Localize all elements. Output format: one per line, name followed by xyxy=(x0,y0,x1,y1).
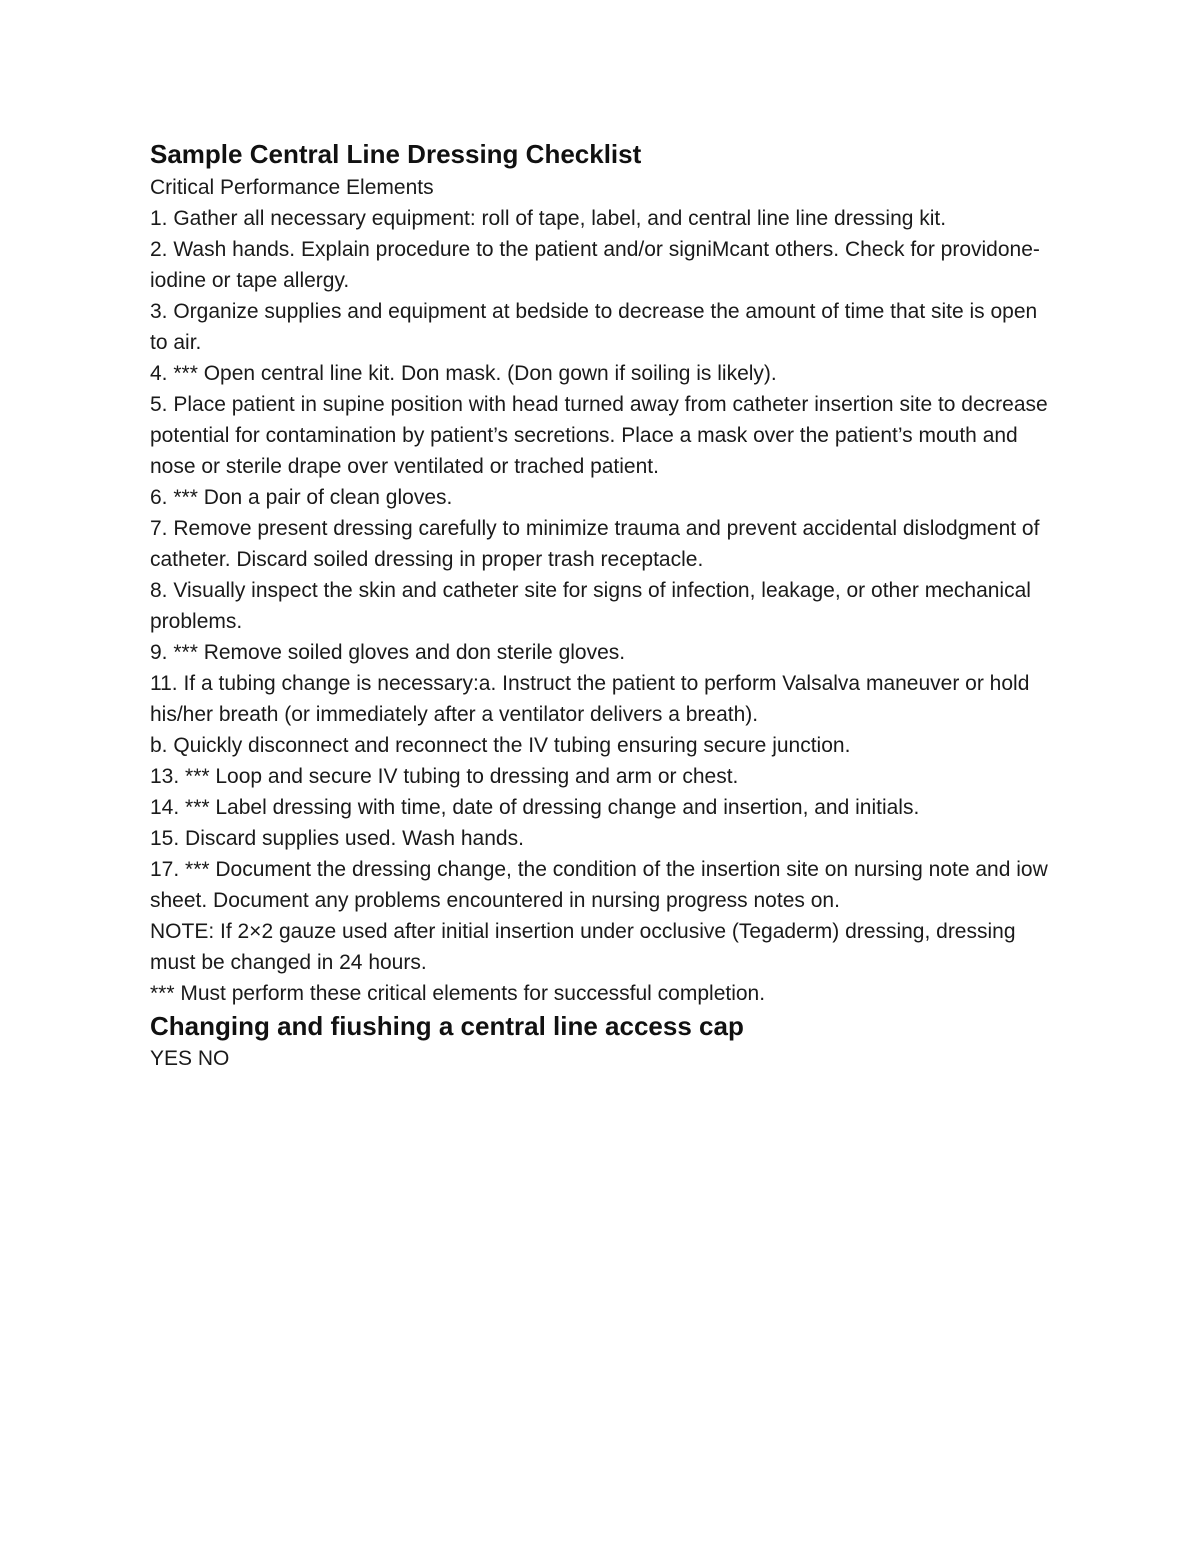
checklist-item: 14. *** Label dressing with time, date of dressing change and insertion, and initials. xyxy=(150,796,920,819)
yes-no-text: YES NO xyxy=(150,1047,230,1070)
checklist-item: b. Quickly disconnect and reconnect the IV tubing ensuring secure junction. xyxy=(150,734,851,757)
checklist-item: 9. *** Remove soiled gloves and don sterile gloves. xyxy=(150,641,626,664)
checklist-item: 3. Organize supplies and equipment at bedside to decrease the amount of time that site is open to air. xyxy=(150,300,1038,354)
checklist-item: 13. *** Loop and secure IV tubing to dressing and arm or chest. xyxy=(150,765,739,788)
checklist-item: 1. Gather all necessary equipment: roll of tape, label, and central line line dressing kit. xyxy=(150,207,947,230)
document-subtitle: Critical Performance Elements xyxy=(150,176,434,199)
checklist-item: 15. Discard supplies used. Wash hands. xyxy=(150,827,524,850)
checklist-item: 4. *** Open central line kit. Don mask. (Don gown if soiling is likely). xyxy=(150,362,777,385)
checklist-item: 5. Place patient in supine position with head turned away from catheter insertion site to decrease potential for contamination by patient’s secretions. Place a mask over the patient’s mouth and nose or sterile drape over ventilated or trached patient. xyxy=(150,393,1048,478)
checklist-item: 6. *** Don a pair of clean gloves. xyxy=(150,486,453,509)
critical-elements-note: *** Must perform these critical elements for successful completion. xyxy=(150,982,766,1005)
document-page xyxy=(150,136,1055,1074)
document-title: Sample Central Line Dressing Checklist xyxy=(150,139,642,169)
section-heading: Changing and fiushing a central line access cap xyxy=(150,1011,744,1041)
checklist-items xyxy=(150,203,1055,1009)
checklist-item: 2. Wash hands. Explain procedure to the patient and/or signiMcant others. Check for providone-iodine or tape allergy. xyxy=(150,238,1040,292)
checklist-item: 8. Visually inspect the skin and catheter site for signs of infection, leakage, or other mechanical problems. xyxy=(150,579,1031,633)
note-text: NOTE: If 2×2 gauze used after initial insertion under occlusive (Tegaderm) dressing, dressing must be changed in 24 hours. xyxy=(150,920,1016,974)
checklist-item: 11. If a tubing change is necessary:a. Instruct the patient to perform Valsalva maneuver or hold his/her breath (or immediately after a ventilator delivers a breath). xyxy=(150,672,1030,726)
checklist-item: 17. *** Document the dressing change, the condition of the insertion site on nursing note and iow sheet. Document any problems encountered in nursing progress notes on. xyxy=(150,858,1048,912)
checklist-item: 7. Remove present dressing carefully to minimize trauma and prevent accidental dislodgment of catheter. Discard soiled dressing in proper trash receptacle. xyxy=(150,517,1040,571)
